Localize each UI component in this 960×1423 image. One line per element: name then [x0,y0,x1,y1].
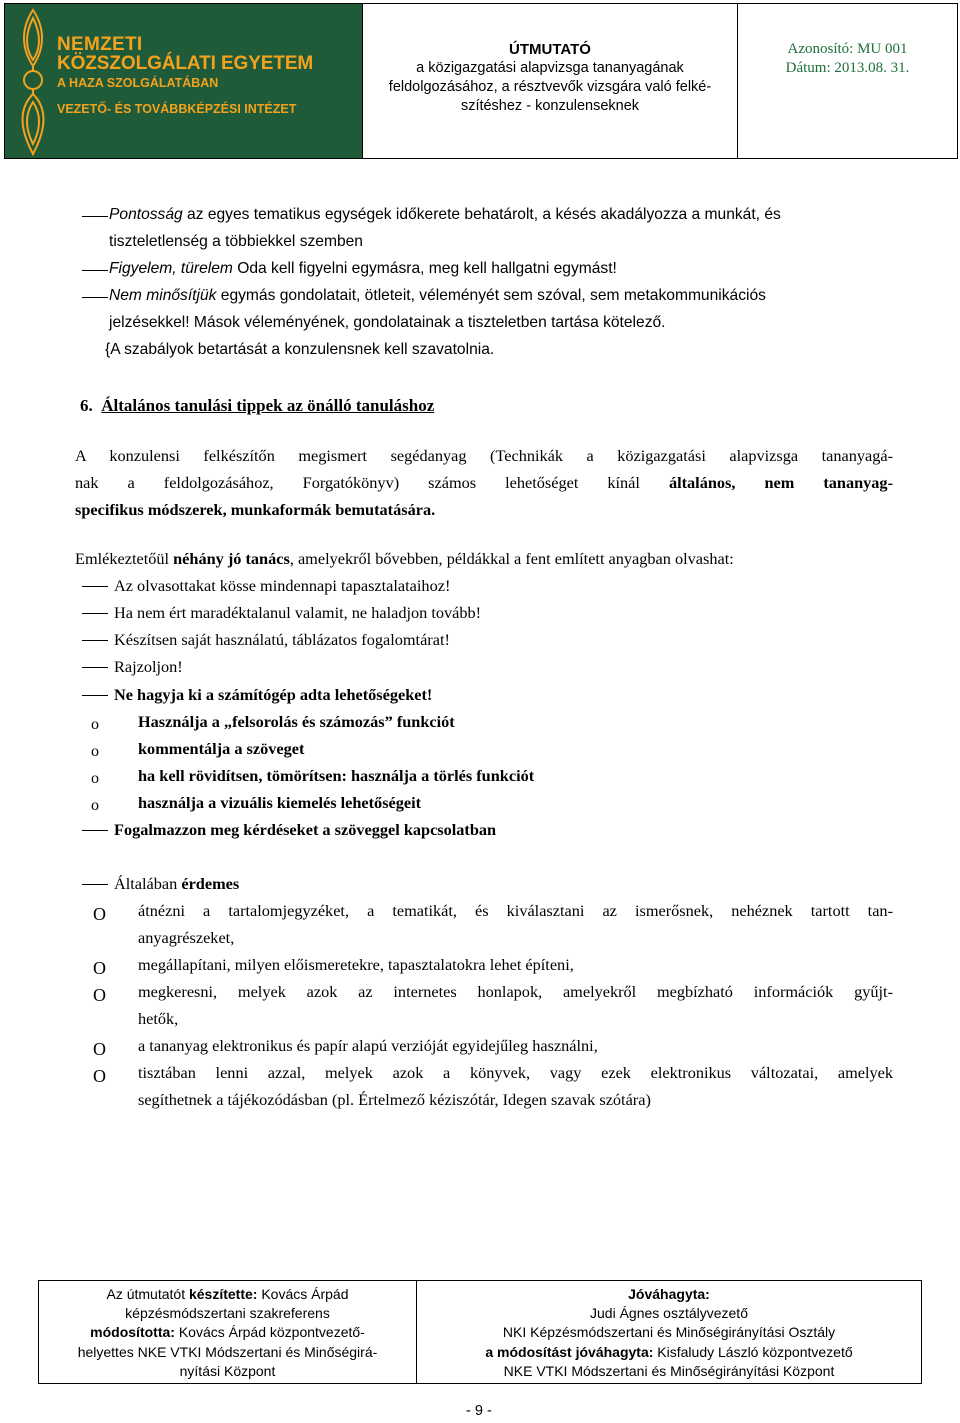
dash-bullet [82,297,108,298]
footer-approved-label: Jóváhagyta: [628,1286,710,1302]
institution-logo [5,4,363,158]
dash-bullet [82,586,108,587]
logo-line-3: A HAZA SZOLGÁLATÁBAN [57,76,219,90]
footer-author-block [39,1281,417,1383]
rule-punctuality: Pontosság az egyes tematikus egységek időkerete behatárolt, a késés akadályozza a munkát, és [109,206,781,223]
document-meta [738,4,957,158]
computer-tip: kommentálja a szöveget [138,739,305,758]
footer-modifier-role: helyettes NKE VTKI Módszertani és Minőségirá- [77,1343,378,1360]
computer-tip: Használja a „felsorolás és számozás” funkciót [138,712,455,731]
circle-bullet-icon: o [91,770,99,787]
footer-modification-approver: a módosítást jóváhagyta: Kisfaludy László központvezető [485,1343,853,1360]
tip-item: Rajzoljon! [114,657,183,676]
computer-tip: ha kell rövidítsen, tömörítsen: használja a törlés funkciót [138,766,535,785]
dash-bullet [82,270,108,271]
circle-bullet-icon: o [91,797,99,814]
worth-item: megkeresni, melyek azok az internetes honlapok, amelyekről megbízható információk gyűjt- [138,982,893,1001]
logo-line-1: NEMZETI [57,34,143,55]
worth-item: a tananyag elektronikus és papír alapú verzióját egyidejűleg használni, [138,1036,598,1055]
document-id: Azonosító: MU 001 [787,41,908,57]
worth-item-cont: anyagrészeket, [138,928,235,947]
document-title-block [363,4,738,158]
hollow-bullet-icon: O [93,985,106,1005]
footer-author-role: képzésmódszertani szakreferens [125,1305,330,1322]
footer-modification-unit: NKE VTKI Módszertani és Minőségirányítási Központ [503,1362,835,1379]
footer-modifier-role-cont: nyítási Központ [179,1362,276,1379]
dash-bullet [82,640,108,641]
circle-bullet-icon: o [91,716,99,733]
intro-line-2: nak a feldolgozásához, Forgatókönyv) számos lehetőséget kínál általános, nem tananyag- [75,473,893,492]
page-header [4,3,958,159]
rule-punctuality-cont: tiszteletlenség a többiekkel szemben [109,233,363,250]
footer-approval-block [417,1281,921,1383]
dash-bullet [82,830,108,831]
page-footer [38,1280,922,1384]
rule-no-judging-cont: jelzésekkel! Mások véleményének, gondolatainak a tiszteletben tartása kötelező. [109,314,666,331]
document-date: Dátum: 2013.08. 31. [785,60,910,76]
hollow-bullet-icon: O [93,1039,106,1059]
advice-intro: Emlékeztetőül néhány jó tanács, amelyekről bővebben, példákkal a fent említett anyagban olvashat: [75,549,734,568]
logo-line-2: KÖZSZOLGÁLATI EGYETEM [57,53,314,74]
dash-bullet [82,216,108,217]
dash-bullet [82,667,108,668]
questions-tip: Fogalmazzon meg kérdéseket a szöveggel kapcsolatban [114,820,497,839]
hollow-bullet-icon: O [93,1066,106,1086]
worth-item: tisztában lenni azzal, melyek azok a könyvek, vagy ezek elektronikus változatai, amelyek [138,1063,893,1082]
hollow-bullet-icon: O [93,958,106,978]
intro-line-1: A konzulensi felkészítőn megismert segédanyag (Technikák a közigazgatási alapvizsga tananyagá- [75,446,893,465]
rule-no-judging: Nem minősítjük egymás gondolatait, ötleteit, véleményét sem szóval, sem metakommunikációs [109,287,766,304]
footer-approver-unit: NKI Képzésmódszertani és Minőségirányítási Osztály [502,1324,836,1341]
dash-bullet [82,695,108,696]
computer-tip: használja a vizuális kiemelés lehetőségeit [138,793,422,812]
document-title: ÚTMUTATÓ [509,41,591,58]
dash-bullet [82,884,108,885]
tip-item: Az olvasottakat kösse mindennapi tapasztalataihoz! [114,576,451,595]
rule-attention: Figyelem, türelem Oda kell figyelni egymásra, meg kell hallgatni egymást! [109,260,617,277]
section-heading: 6. Általános tanulási tippek az önálló tanuláshoz [80,396,435,415]
footer-author: Az útmutatót készítette: Kovács Árpád [106,1286,349,1302]
tip-item: Ha nem ért maradéktalanul valamit, ne haladjon tovább! [114,603,482,622]
worth-item: átnézni a tartalomjegyzéket, a tematikát, és kiválasztani az ismerősnek, nehéznek tartott tan- [138,901,893,920]
intro-line-3: specifikus módszerek, munkaformák bemutatására. [75,500,436,519]
seal-icon [13,8,53,156]
tip-item: Készítsen saját használatú, táblázatos fogalomtárat! [114,630,450,649]
page-number: - 9 - [466,1403,492,1419]
circle-bullet-icon: o [91,743,99,760]
hollow-bullet-icon: O [93,904,106,924]
logo-line-4: VEZETŐ- ÉS TOVÁBBKÉPZÉSI INTÉZET [57,102,297,116]
generally-heading: Általában érdemes [114,874,240,893]
document-subtitle-1: a közigazgatási alapvizsga tananyagának [416,60,684,76]
dash-bullet [82,613,108,614]
tip-item: Ne hagyja ki a számítógép adta lehetőségeket! [114,685,433,704]
footer-modifier: módosította: Kovács Árpád központvezető- [90,1324,365,1341]
document-subtitle-2: feldolgozásához, a résztvevők vizsgára való felké- [388,79,712,95]
footer-approver: Judi Ágnes osztályvezető [590,1305,748,1322]
document-subtitle-3: szítéshez - konzulenseknek [460,98,640,114]
worth-item: megállapítani, milyen előismeretekre, tapasztalatokra lehet építeni, [138,955,574,974]
worth-item-cont: hetők, [138,1009,179,1028]
rule-consultant-note: {A szabályok betartását a konzulensnek kell szavatolnia. [105,341,495,358]
worth-item-cont: segíthetnek a tájékozódásban (pl. Értelmező kéziszótár, Idegen szavak szótára) [138,1090,651,1109]
